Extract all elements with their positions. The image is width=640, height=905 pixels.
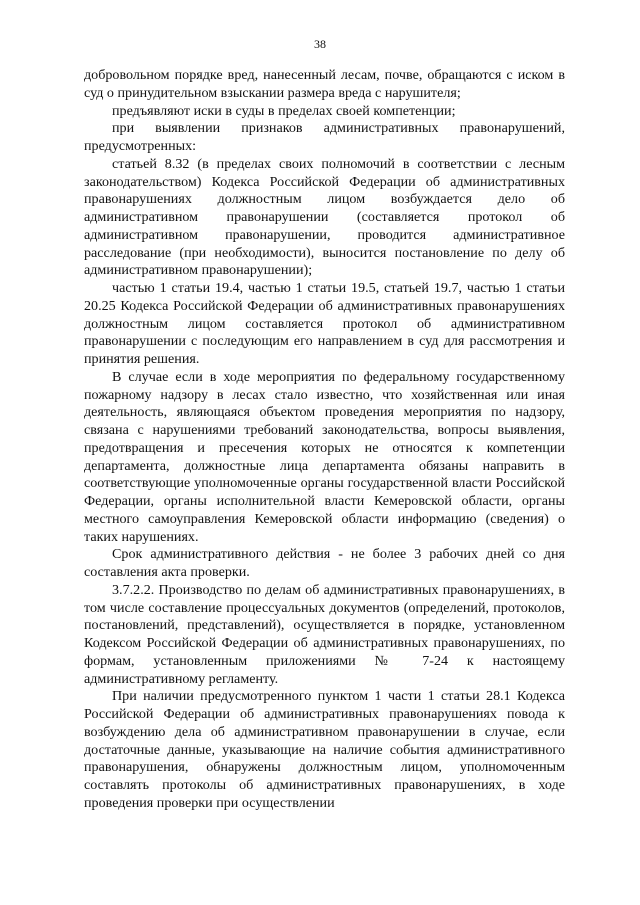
paragraph: В случае если в ходе мероприятия по федеральному государственному пожарному надзору в лесах стало известно, что хозяйственная или иная деятельность, являющаяся объектом проведения мероприятия по надзору, связана с нарушениями требований законодательства, вопросы выявления, предотвращения и пресечения которых не относятся к компетенции департамента, должностные лица департамента обязаны направить в соответствующие уполномоченные органы государственной власти Российской Федерации, органы исполнительной власти Кемеровской области, органы местного самоуправления Кемеровской области информацию (сведения) о таких нарушениях. [84, 368, 565, 545]
paragraph: 3.7.2.2. Производство по делам об административных правонарушениях, в том числе составление процессуальных документов (определений, протоколов, постановлений, представлений), осуществляется в порядке, установленном Кодексом Российской Федерации об административных правонарушениях, по формам, установленным приложениями № 7-24 к настоящему административному регламенту. [84, 581, 565, 687]
paragraph: предъявляют иски в суды в пределах своей компетенции; [112, 102, 456, 119]
paragraph: частью 1 статьи 19.4, частью 1 статьи 19.5, статьей 19.7, частью 1 статьи 20.25 Кодекса Российской Федерации об административных правонарушениях должностным лицом составляется протокол об административном правонарушении с последующим его направлением в суд для рассмотрения и принятия решения. [84, 280, 565, 367]
paragraph-continuation: добровольном порядке вред, нанесенный лесам, почве, обращаются с иском в суд о принудительном взыскании размера вреда с нарушителя; [84, 67, 565, 101]
paragraph: При наличии предусмотренного пунктом 1 части 1 статьи 28.1 Кодекса Российской Федерации об административных правонарушениях повода к возбуждению дела об административном правонарушении в случае, если достаточные данные, указывающие на наличие события административного правонарушения, обнаружены должностным лицом, уполномоченным составлять протоколы об административных правонарушениях, в ходе проведения проверки при осуществлении [84, 688, 565, 811]
paragraph: статьей 8.32 (в пределах своих полномочий в соответствии с лесным законодательством) Кодекса Российской Федерации об административных правонарушениях должностным лицом возбуждается дело об административном правонарушении (составляется протокол об административном правонарушении, проводится административное расследование (при необходимости), выносится постановление по делу об административном правонарушении); [84, 155, 565, 279]
document-body [84, 67, 565, 813]
page-number: 38 [314, 37, 326, 51]
paragraph: при выявлении признаков административных правонарушений, предусмотренных: [84, 120, 565, 154]
paragraph: Срок административного действия - не более 3 рабочих дней со дня составления акта проверки. [84, 546, 565, 580]
